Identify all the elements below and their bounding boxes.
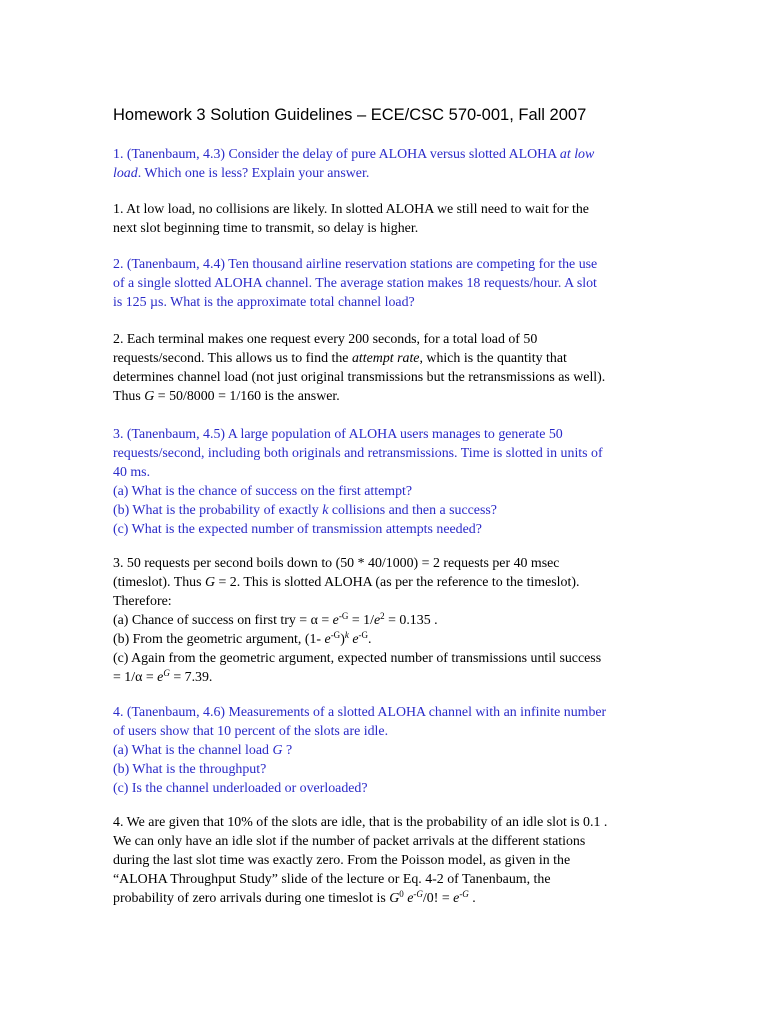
answer-1-line-2: next slot beginning time to transmit, so delay is higher. — [113, 221, 419, 236]
question-4 — [113, 703, 658, 798]
question-3-part-c: (c) What is the expected number of transmission attempts needed? — [113, 522, 482, 537]
answer-2-line-1: 2. Each terminal makes one request every 200 seconds, for a total load of 50 — [113, 332, 538, 347]
answer-2-line-3: determines channel load (not just original transmissions but the retransmissions as well). — [113, 370, 606, 385]
answer-3-line-7: = $1/\alpha = e^G = 7.39$. — [113, 668, 213, 685]
question-1 — [113, 145, 658, 183]
question-3-line-3: 40 ms. — [113, 465, 151, 480]
question-3-line-2: requests/second, including both originals and retransmissions. Time is slotted in units of — [113, 446, 603, 461]
answer-1 — [113, 200, 658, 238]
question-1-line-1: 1. (Tanenbaum, 4.3) Consider the delay of pure ALOHA versus slotted ALOHA at low — [113, 147, 595, 162]
answer-3-line-3: Therefore: — [113, 594, 172, 609]
answer-4-line-1: 4. We are given that 10% of the slots are idle, that is the probability of an idle slot is 0.1 . — [113, 815, 608, 830]
answer-3-part-b: (b) From the geometric argument, (1- $e^{-G})^k$ $e^{-G}$. — [113, 630, 372, 647]
answer-3-part-a: (a) Chance of success on first try = $\alpha = e^{-G} = 1/e^2 = 0.135$ . — [113, 611, 438, 628]
answer-4-line-5: probability of zero arrivals during one timeslot is $G^0$ $e^{-G}/0$! = $e^{-G}$ . — [113, 889, 476, 906]
answer-2-line-4: Thus G = 50/8000 = 1/160 is the answer. — [113, 389, 340, 404]
question-4-part-c: (c) Is the channel underloaded or overloaded? — [113, 781, 368, 796]
answer-1-line-1: 1. At low load, no collisions are likely. In slotted ALOHA we still need to wait for the — [113, 202, 589, 217]
question-2-line-1: 2. (Tanenbaum, 4.4) Ten thousand airline reservation stations are competing for the use — [113, 257, 598, 272]
question-4-line-2: of users show that 10 percent of the slots are idle. — [113, 724, 389, 739]
document-title: Homework 3 Solution Guidelines – ECE/CSC 570-001, Fall 2007 — [113, 106, 587, 124]
question-3-part-b: (b) What is the probability of exactly k collisions and then a success? — [113, 503, 497, 518]
answer-2 — [113, 330, 658, 406]
answer-2-line-2: requests/second. This allows us to find the attempt rate, which is the quantity that — [113, 351, 567, 366]
answer-4-line-4: “ALOHA Throughput Study” slide of the lecture or Eq. 4-2 of Tanenbaum, the — [113, 872, 551, 887]
question-1-line-2: load. Which one is less? Explain your answer. — [113, 166, 370, 181]
answer-3-line-2: (timeslot). Thus G = 2. This is slotted ALOHA (as per the reference to the timeslot). — [113, 575, 580, 590]
question-2 — [113, 255, 658, 312]
answer-3-part-c: (c) Again from the geometric argument, expected number of transmissions until success — [113, 651, 602, 666]
answer-3 — [113, 554, 658, 687]
question-2-line-3: is 125 µs. What is the approximate total channel load? — [113, 295, 415, 310]
answer-4-line-3: during the last slot time was exactly zero. From the Poisson model, as given in the — [113, 853, 571, 868]
answer-4-line-2: We can only have an idle slot if the number of packet arrivals at the different stations — [113, 834, 586, 849]
question-4-part-a: (a) What is the channel load G ? — [113, 743, 293, 758]
question-2-line-2: of a single slotted ALOHA channel. The average station makes 18 requests/hour. A slot — [113, 276, 597, 291]
question-3-line-1: 3. (Tanenbaum, 4.5) A large population of ALOHA users manages to generate 50 — [113, 427, 563, 442]
question-3-part-a: (a) What is the chance of success on the first attempt? — [113, 484, 413, 499]
question-4-line-1: 4. (Tanenbaum, 4.6) Measurements of a slotted ALOHA channel with an infinite number — [113, 705, 607, 720]
question-4-part-b: (b) What is the throughput? — [113, 762, 267, 777]
answer-4 — [113, 813, 658, 908]
question-3 — [113, 425, 658, 539]
answer-3-line-1: 3. 50 requests per second boils down to (50 * 40/1000) = 2 requests per 40 msec — [113, 556, 560, 571]
